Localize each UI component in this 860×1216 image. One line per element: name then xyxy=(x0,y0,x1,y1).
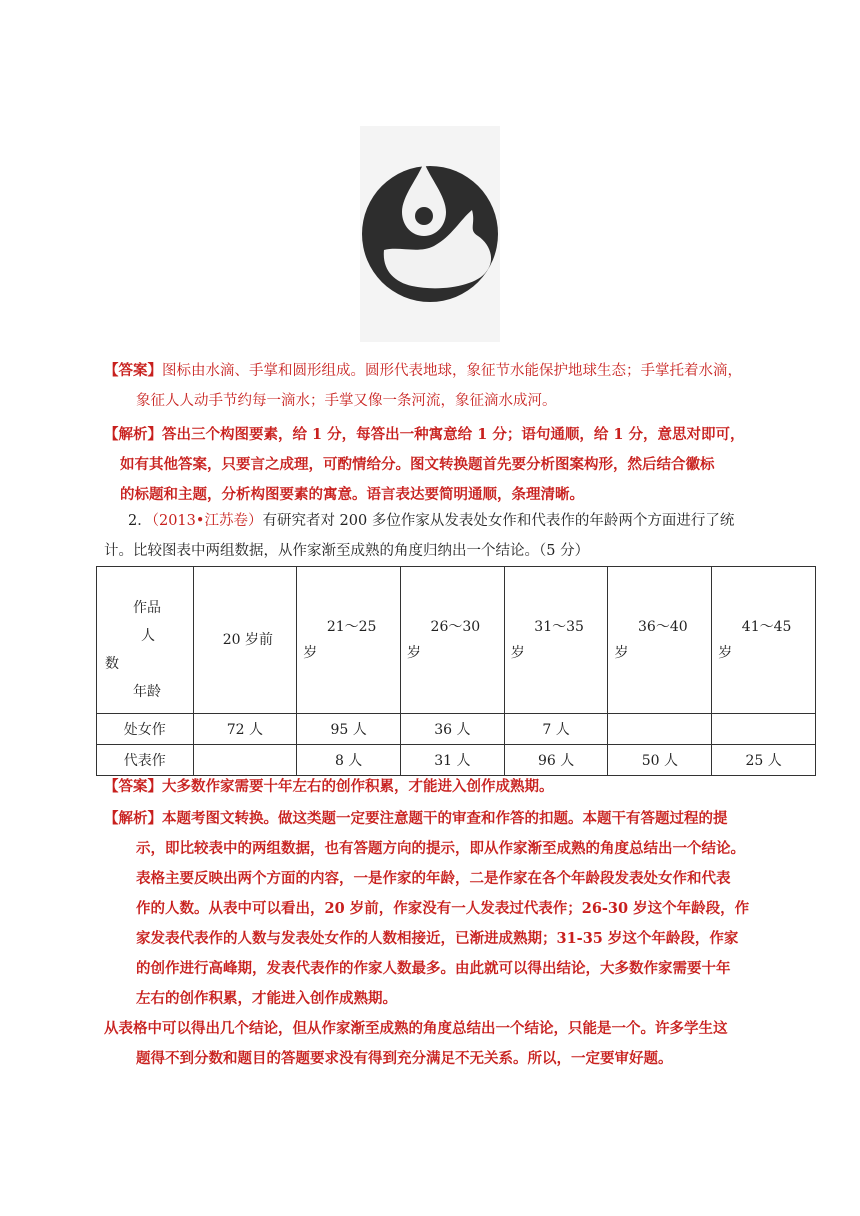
corner-people: 人 xyxy=(141,628,155,644)
age-header-3: 31～35 岁 xyxy=(504,567,608,714)
age-header-0: 20 岁前 xyxy=(193,567,297,714)
table-cell: 96 人 xyxy=(504,745,608,776)
age-header-5: 41～45 岁 xyxy=(712,567,816,714)
analysis-1-line-1: 答出三个构图要素，给 1 分，每答出一种寓意给 1 分；语句通顺，给 1 分，意思对即可， xyxy=(162,426,745,443)
answer-1-line-1: 图标由水滴、手掌和圆形组成。圆形代表地球，象征节水能保护地球生态；手掌托着水滴， xyxy=(162,363,742,379)
table-cell: 36 人 xyxy=(401,714,505,745)
row-label: 代表作 xyxy=(97,745,194,776)
corner-age: 年龄 xyxy=(133,684,161,700)
corner-count: 数 xyxy=(105,656,119,672)
conclusion-line-1: 从表格中可以得出几个结论，但从作家渐至成熟的角度总结出一个结论，只能是一个。许多学生这 xyxy=(104,1020,728,1037)
table-cell: 8 人 xyxy=(297,745,401,776)
conclusion-line-2: 题得不到分数和题目的答题要求没有得到充分满足不无关系。所以，一定要审好题。 xyxy=(136,1050,673,1067)
table-cell xyxy=(193,745,297,776)
analysis-2 xyxy=(104,804,764,1014)
analysis-2-line-1: 本题考图文转换。做这类题一定要注意题干的审查和作答的扣题。本题干有答题过程的提 xyxy=(162,810,728,827)
answer-2 xyxy=(104,772,764,802)
question-number: 2． xyxy=(128,513,152,529)
table-cell: 7 人 xyxy=(504,714,608,745)
analysis-2-line-5: 家发表代表作的人数与发表处女作的人数相接近，已渐进成熟期；31-35 岁这个年龄段，作家 xyxy=(136,930,739,947)
table-cell: 95 人 xyxy=(297,714,401,745)
analysis-1-line-2: 如有其他答案，只要言之成理，可酌情给分。图文转换题首先要分析图案构形，然后结合徽标 xyxy=(120,456,715,473)
table-cell: 72 人 xyxy=(193,714,297,745)
author-age-table xyxy=(96,566,816,776)
table-row xyxy=(97,745,816,776)
table-cell: 50 人 xyxy=(608,745,712,776)
analysis-2-line-6: 的创作进行高峰期，发表代表作的作家人数最多。由此就可以得出结论，大多数作家需要十年 xyxy=(136,960,731,977)
table-cell: 31 人 xyxy=(401,745,505,776)
analysis-1 xyxy=(104,420,764,510)
age-header-1: 21～25 岁 xyxy=(297,567,401,714)
table-corner-cell xyxy=(97,567,194,714)
table-cell xyxy=(608,714,712,745)
answer-label: 【答案】 xyxy=(104,778,162,795)
row-label: 处女作 xyxy=(97,714,194,745)
question-2-line-2: 计。比较图表中两组数据，从作家渐至成熟的角度归纳出一个结论。（5 分） xyxy=(104,543,590,559)
analysis-2-line-3: 表格主要反映出两个方面的内容，一是作家的年龄，二是作家在各个年龄段发表处女作和代表 xyxy=(136,870,731,887)
analysis-2-line-7: 左右的创作积累，才能进入创作成熟期。 xyxy=(136,990,397,1007)
answer-1-line-2: 象征人人动手节约每一滴水；手掌又像一条河流，象征滴水成河。 xyxy=(136,393,557,409)
question-2 xyxy=(104,506,764,566)
analysis-label: 【解析】 xyxy=(104,426,162,443)
question-source: （2013•江苏卷） xyxy=(151,513,263,529)
age-header-2: 26～30 岁 xyxy=(401,567,505,714)
answer-label: 【答案】 xyxy=(104,362,162,379)
water-saving-logo xyxy=(360,126,500,342)
analysis-2-line-2: 示，即比较表中的两组数据，也有答题方向的提示，即从作家渐至成熟的角度总结出一个结论。 xyxy=(136,840,745,857)
age-header-4: 36～40 岁 xyxy=(608,567,712,714)
table-row xyxy=(97,714,816,745)
table-cell: 25 人 xyxy=(712,745,816,776)
analysis-label: 【解析】 xyxy=(104,810,162,827)
water-drop-palm-icon xyxy=(360,126,500,342)
conclusion-2 xyxy=(104,1014,764,1074)
analysis-2-line-4: 作的人数。从表中可以看出，20 岁前，作家没有一人发表过代表作；26-30 岁这个年龄段，作 xyxy=(136,900,750,917)
analysis-1-line-3: 的标题和主题，分析构图要素的寓意。语言表达要简明通顺，条理清晰。 xyxy=(120,486,584,503)
answer-1 xyxy=(104,356,764,416)
table-cell xyxy=(712,714,816,745)
answer-2-text: 大多数作家需要十年左右的创作积累，才能进入创作成熟期。 xyxy=(162,778,554,795)
corner-works: 作品 xyxy=(133,600,161,616)
question-2-line-1: 有研究者对 200 多位作家从发表处女作和代表作的年龄两个方面进行了统 xyxy=(262,513,735,529)
